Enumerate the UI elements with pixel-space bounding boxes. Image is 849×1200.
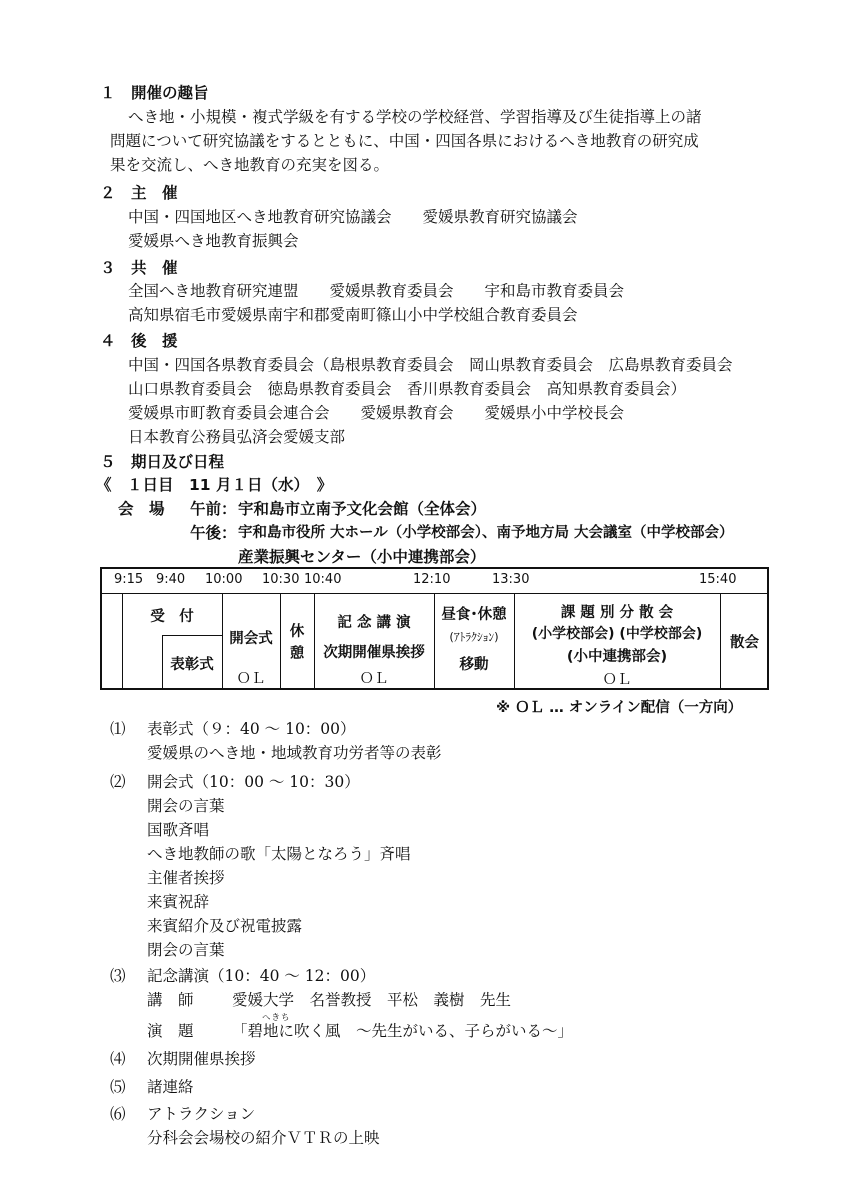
lunch-cell: 昼食･休憩 — [441, 607, 507, 623]
section-2-line-2: 愛媛県へき地教育振興会 — [128, 232, 299, 250]
item-6-title: アトラクション — [147, 1105, 256, 1123]
lecturer-name: 愛媛大学 名誉教授 平松 義樹 先生 — [232, 991, 512, 1009]
pm-venue: 宇和島市役所 大ホール（小学校部会）、南予地方局 大会議室（中学校部会） — [238, 525, 734, 541]
column-divider — [122, 594, 123, 688]
online-note: ※ ＯＬ … オンライン配信（一方向） — [496, 700, 743, 716]
time-label: 12:10 — [413, 572, 451, 587]
item-1-detail: 愛媛県のへき地・地域教育功労者等の表彰 — [147, 744, 442, 762]
pm-label: 午後： — [190, 524, 237, 542]
row-divider — [162, 635, 222, 636]
ruby-reading: へきち — [262, 1013, 291, 1023]
section-2-line-1: 中国・四国地区へき地教育研究協議会 愛媛県教育研究協議会 — [128, 208, 578, 226]
item-6-detail: 分科会会場校の紹介ＶＴＲの上映 — [147, 1129, 380, 1147]
time-label: 15:40 — [699, 572, 737, 587]
section-1-heading: １ 開催の趣旨 — [100, 84, 209, 102]
item-2-title: 開会式（10：00 〜 10：30） — [147, 773, 360, 791]
item-2-number: ⑵ — [110, 773, 126, 791]
section-1-line-2: 問題について研究協議をするとともに、中国・四国各県におけるへき地教育の研究成 — [110, 132, 699, 150]
section-4-line-3: 愛媛県市町教育委員会連合会 愛媛県教育会 愛媛県小中学校長会 — [128, 404, 625, 422]
online-mark: ＯＬ — [236, 671, 266, 687]
section-4-line-4: 日本教育公務員弘済会愛媛支部 — [128, 428, 346, 446]
section-4-line-1: 中国・四国各県教育委員会（島根県教育委員会 岡山県教育委員会 広島県教育委員会 — [128, 356, 733, 374]
item-2-detail: 来賓祝辞 — [147, 893, 210, 911]
item-1-title: 表彰式（９：40 〜 10：00） — [147, 720, 356, 738]
lecture-title-label: 演 題 — [147, 1022, 194, 1040]
item-2-detail: 開会の言葉 — [147, 797, 225, 815]
attraction-cell: (ｱﾄﾗｸｼｮﾝ) — [449, 630, 499, 644]
breakout-session-cell: 課 題 別 分 散 会 — [560, 605, 674, 621]
break-cell: 休 憩 — [289, 624, 305, 662]
item-5-number: ⑸ — [110, 1078, 126, 1096]
section-5-heading: ５ 期日及び日程 — [100, 453, 225, 471]
item-4-title: 次期開催県挨拶 — [147, 1050, 256, 1068]
section-2-heading: ２ 主 催 — [100, 184, 178, 202]
item-2-detail: 主催者挨拶 — [147, 869, 225, 887]
time-label: 10:30 — [262, 572, 300, 587]
award-ceremony-cell: 表彰式 — [170, 657, 214, 673]
am-venue: 宇和島市立南予文化会館（全体会） — [238, 500, 487, 518]
section-3-heading: ３ 共 催 — [100, 259, 178, 277]
item-3-title: 記念講演（10：40 〜 12：00） — [147, 967, 376, 985]
closing-cell: 散会 — [730, 635, 759, 651]
keynote-cell: 記 念 講 演 — [337, 615, 411, 631]
section-3-line-1: 全国へき地教育研究連盟 愛媛県教育委員会 宇和島市教育委員会 — [128, 282, 625, 300]
breakout-joint-cell: (小中連携部会) — [566, 649, 668, 665]
section-1-line-1: へき地・小規模・複式学級を有する学校の学校経営、学習指導及び生徒指導上の諸 — [128, 108, 702, 126]
lecture-title: 「碧地に吹く風 〜先生がいる、子らがいる〜」 — [232, 1022, 574, 1040]
item-3-number: ⑶ — [110, 967, 126, 985]
section-1-line-3: 果を交流し、へき地教育の充実を図る。 — [110, 156, 390, 174]
item-1-number: ⑴ — [110, 720, 126, 738]
section-3-line-2: 高知県宿毛市愛媛県南宇和郡愛南町篠山小中学校組合教育委員会 — [128, 306, 578, 324]
time-label: 9:40 — [156, 572, 186, 587]
time-label: 9:15 — [114, 572, 144, 587]
time-label: 13:30 — [492, 572, 530, 587]
item-2-detail: 国歌斉唱 — [147, 821, 210, 839]
pm-venue-2: 産業振興センター（小中連携部会） — [238, 548, 486, 566]
am-label: 午前： — [190, 500, 237, 518]
lecturer-label: 講 師 — [147, 991, 194, 1009]
item-4-number: ⑷ — [110, 1050, 126, 1068]
online-mark: ＯＬ — [359, 671, 389, 687]
time-label: 10:40 — [304, 572, 342, 587]
breakout-groups-cell: (小学校部会) (中学校部会) — [531, 626, 703, 642]
item-6-number: ⑹ — [110, 1105, 126, 1123]
schedule-table — [100, 567, 769, 690]
next-host-greeting-cell: 次期開催県挨拶 — [323, 645, 425, 661]
section-4-line-2: 山口県教育委員会 徳島県教育委員会 香川県教育委員会 高知県教育委員会） — [128, 380, 687, 398]
time-label: 10:00 — [205, 572, 243, 587]
reception-cell: 受 付 — [150, 609, 194, 625]
day-label: 《 １日目 11 月１日（水） 》 — [96, 476, 333, 494]
item-5-title: 諸連絡 — [147, 1078, 194, 1096]
venue-label: 会 場 — [118, 500, 165, 518]
item-2-detail: へき地教師の歌「太陽となろう」斉唱 — [147, 845, 411, 863]
section-4-heading: ４ 後 援 — [100, 332, 178, 350]
schedule-time-row — [102, 569, 767, 594]
item-2-detail: 閉会の言葉 — [147, 941, 225, 959]
move-cell: 移動 — [459, 657, 489, 673]
online-mark: ＯＬ — [602, 672, 632, 688]
opening-ceremony-cell: 開会式 — [229, 631, 273, 647]
item-2-detail: 来賓紹介及び祝電披露 — [147, 917, 303, 935]
